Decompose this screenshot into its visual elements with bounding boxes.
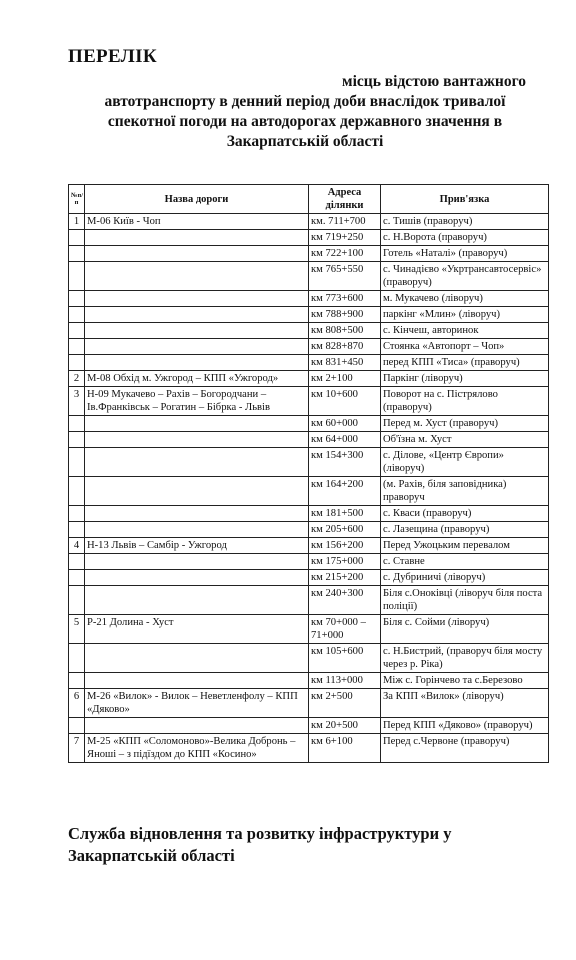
cell-number: 1 [69, 214, 85, 230]
cell-landmark: Готель «Наталі» (праворуч) [381, 246, 549, 262]
table-row [69, 416, 549, 432]
cell-landmark: Біля с.Оноківці (ліворуч біля поста поліції) [381, 586, 549, 615]
cell-number [69, 570, 85, 586]
cell-address: км 181+500 [309, 506, 381, 522]
table-row [69, 448, 549, 477]
cell-road-name [85, 554, 309, 570]
table-row [69, 246, 549, 262]
cell-address: км 808+500 [309, 323, 381, 339]
cell-address: км 831+450 [309, 355, 381, 371]
cell-landmark: Стоянка «Автопорт – Чоп» [381, 339, 549, 355]
cell-number [69, 262, 85, 291]
issuer-signature: Служба відновлення та розвитку інфраструктури у Закарпатській області [68, 824, 452, 865]
cell-number [69, 432, 85, 448]
cell-landmark: Перед с.Червоне (праворуч) [381, 734, 549, 763]
cell-address: км 765+550 [309, 262, 381, 291]
cell-address: км 164+200 [309, 477, 381, 506]
cell-road-name [85, 416, 309, 432]
table-row [69, 538, 549, 554]
cell-number [69, 522, 85, 538]
table-row [69, 262, 549, 291]
cell-road-name: М-26 «Вилок» - Вилок – Неветленфолу – КПП «Дяково» [85, 689, 309, 718]
table-row [69, 291, 549, 307]
cell-road-name [85, 448, 309, 477]
cell-address: км 828+870 [309, 339, 381, 355]
cell-number [69, 291, 85, 307]
table-row [69, 477, 549, 506]
table-row [69, 355, 549, 371]
cell-road-name [85, 230, 309, 246]
cell-landmark: Перед м. Хуст (праворуч) [381, 416, 549, 432]
table-row [69, 323, 549, 339]
cell-road-name [85, 477, 309, 506]
header-number: №п/п [69, 185, 85, 214]
cell-landmark: перед КПП «Тиса» (праворуч) [381, 355, 549, 371]
cell-address: км 722+100 [309, 246, 381, 262]
cell-road-name [85, 586, 309, 615]
cell-road-name [85, 432, 309, 448]
cell-address: км 60+000 [309, 416, 381, 432]
table-row [69, 432, 549, 448]
cell-number [69, 718, 85, 734]
cell-address: км 205+600 [309, 522, 381, 538]
table-row [69, 214, 549, 230]
subtitle-line: спекотної погоди на автодорогах державного значення в [107, 113, 503, 130]
table-row [69, 615, 549, 644]
cell-road-name [85, 522, 309, 538]
cell-number [69, 323, 85, 339]
cell-number: 7 [69, 734, 85, 763]
cell-address: км 10+600 [309, 387, 381, 416]
cell-landmark: За КПП «Вилок» (ліворуч) [381, 689, 549, 718]
cell-number [69, 416, 85, 432]
table-header-row [69, 185, 549, 214]
parking-locations-table [68, 184, 549, 763]
cell-road-name [85, 323, 309, 339]
cell-road-name: Н-13 Львів – Самбір - Ужгород [85, 538, 309, 554]
table-row [69, 522, 549, 538]
cell-address: км. 711+700 [309, 214, 381, 230]
cell-road-name: М-25 «КПП «Соломоново»-Велика Добронь – Яноші – з підїздом до КПП «Косино» [85, 734, 309, 763]
cell-landmark: (м. Рахів, біля заповідника) праворуч [381, 477, 549, 506]
cell-number: 2 [69, 371, 85, 387]
table-row [69, 689, 549, 718]
cell-road-name [85, 262, 309, 291]
cell-number [69, 246, 85, 262]
document-title: ПЕРЕЛІК [68, 46, 157, 67]
cell-landmark: с. Кінчеш, авторинок [381, 323, 549, 339]
table-row [69, 307, 549, 323]
cell-number [69, 554, 85, 570]
table-row [69, 673, 549, 689]
cell-address: км 240+300 [309, 586, 381, 615]
cell-number [69, 673, 85, 689]
header-landmark: Прив'язка [381, 185, 549, 214]
cell-address: км 2+100 [309, 371, 381, 387]
header-road-name: Назва дороги [85, 185, 309, 214]
cell-landmark: с. Ставне [381, 554, 549, 570]
cell-address: км 788+900 [309, 307, 381, 323]
table-row [69, 230, 549, 246]
table-row [69, 506, 549, 522]
cell-address: км 154+300 [309, 448, 381, 477]
cell-landmark: с. Кваси (праворуч) [381, 506, 549, 522]
cell-number [69, 307, 85, 323]
cell-landmark: с. Дубриничі (ліворуч) [381, 570, 549, 586]
cell-address: км 175+000 [309, 554, 381, 570]
cell-landmark: с. Чинадієво «Укртрансавтосервіс» (праворуч) [381, 262, 549, 291]
cell-address: км 113+000 [309, 673, 381, 689]
subtitle-line: автотранспорту в денний період доби внаслідок тривалої [104, 93, 506, 110]
cell-road-name [85, 339, 309, 355]
cell-landmark: м. Мукачево (ліворуч) [381, 291, 549, 307]
cell-road-name [85, 291, 309, 307]
cell-address: км 2+500 [309, 689, 381, 718]
cell-number [69, 355, 85, 371]
cell-address: км 105+600 [309, 644, 381, 673]
cell-number [69, 448, 85, 477]
cell-address: км 70+000 – 71+000 [309, 615, 381, 644]
cell-road-name: Р-21 Долина - Хуст [85, 615, 309, 644]
cell-road-name: М-08 Обхід м. Ужгород – КПП «Ужгород» [85, 371, 309, 387]
cell-road-name [85, 506, 309, 522]
cell-number [69, 644, 85, 673]
cell-address: км 6+100 [309, 734, 381, 763]
cell-address: км 215+200 [309, 570, 381, 586]
cell-number [69, 339, 85, 355]
subtitle-line: місць відстою вантажного [342, 73, 526, 90]
cell-landmark: Біля с. Сойми (ліворуч) [381, 615, 549, 644]
cell-landmark: Між с. Горінчево та с.Березово [381, 673, 549, 689]
cell-road-name: Н-09 Мукачево – Рахів – Богородчани – Ів.Франківськ – Рогатин – Бібрка - Львів [85, 387, 309, 416]
cell-landmark: Перед КПП «Дяково» (праворуч) [381, 718, 549, 734]
table-row [69, 734, 549, 763]
cell-road-name [85, 570, 309, 586]
cell-landmark: с. Н.Бистрий, (праворуч біля мосту через р. Ріка) [381, 644, 549, 673]
cell-landmark: с. Тишів (праворуч) [381, 214, 549, 230]
cell-number [69, 506, 85, 522]
cell-road-name [85, 718, 309, 734]
cell-address: км 64+000 [309, 432, 381, 448]
cell-number [69, 230, 85, 246]
cell-landmark: Перед Ужоцьким перевалом [381, 538, 549, 554]
table-row [69, 570, 549, 586]
cell-road-name [85, 246, 309, 262]
cell-landmark: с. Лазещина (праворуч) [381, 522, 549, 538]
cell-number [69, 586, 85, 615]
cell-number: 3 [69, 387, 85, 416]
cell-landmark: Паркінг (ліворуч) [381, 371, 549, 387]
cell-address: км 773+600 [309, 291, 381, 307]
cell-address: км 20+500 [309, 718, 381, 734]
cell-landmark: паркінг «Млин» (ліворуч) [381, 307, 549, 323]
cell-landmark: Об'їзна м. Хуст [381, 432, 549, 448]
cell-landmark: Поворот на с. Пістрялово (праворуч) [381, 387, 549, 416]
table-row [69, 718, 549, 734]
cell-number: 6 [69, 689, 85, 718]
subtitle-line: Закарпатській області [226, 133, 384, 150]
document-subtitle [66, 72, 544, 152]
table-row [69, 387, 549, 416]
cell-road-name: М-06 Київ - Чоп [85, 214, 309, 230]
cell-address: км 156+200 [309, 538, 381, 554]
cell-number: 4 [69, 538, 85, 554]
table-row [69, 554, 549, 570]
table-row [69, 371, 549, 387]
cell-road-name [85, 673, 309, 689]
cell-number [69, 477, 85, 506]
table-row [69, 339, 549, 355]
table-row [69, 644, 549, 673]
cell-landmark: с. Ділове, «Центр Європи» (ліворуч) [381, 448, 549, 477]
table-row [69, 586, 549, 615]
cell-address: км 719+250 [309, 230, 381, 246]
cell-number: 5 [69, 615, 85, 644]
cell-road-name [85, 644, 309, 673]
cell-road-name [85, 307, 309, 323]
header-address: Адреса ділянки [309, 185, 381, 214]
cell-landmark: с. Н.Ворота (праворуч) [381, 230, 549, 246]
cell-road-name [85, 355, 309, 371]
